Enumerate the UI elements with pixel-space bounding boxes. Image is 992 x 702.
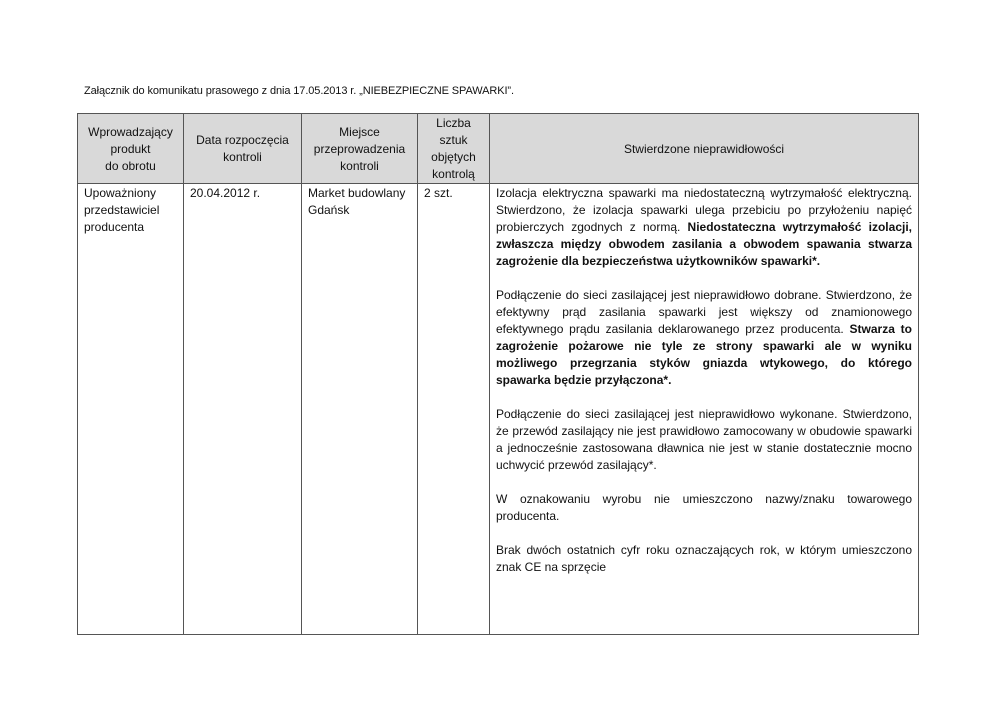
finding-ce-mark: Brak dwóch ostatnich cyfr roku oznaczających rok, w którym umieszczono znak CE na sprzęcie	[496, 543, 912, 574]
cell-findings	[490, 184, 919, 635]
finding-trademark: W oznakowaniu wyrobu nie umieszczono nazwy/znaku towarowego producenta.	[496, 492, 912, 523]
cell-introducer: Upoważniony przedstawiciel producenta	[78, 184, 184, 635]
cell-start-date: 20.04.2012 r.	[184, 184, 302, 635]
finding-insulation: Izolacja elektryczna spawarki ma niedostateczną wytrzymałość elektryczną. Stwierdzono, że izolacja spawarki ulega przebiciu po przyłożeniu napięć probierczych zgodnych z normą. Niedostateczna wytrzymałość izolacji, zwłaszcza między obwodem zasilania a obwodem spawania stwarza zagrożenie dla bezpieczeństwa użytkowników spawarki*.	[496, 186, 912, 268]
finding-cable-mounting: Podłączenie do sieci zasilającej jest nieprawidłowo wykonane. Stwierdzono, że przewód zasilający nie jest prawidłowo zamocowany w obudowie spawarki a jednocześnie zastosowana dławnica nie jest w stanie dostatecznie mocno uchwycić przewód zasilający*.	[496, 407, 912, 472]
cell-place: Market budowlany Gdańsk	[302, 184, 418, 635]
header-quantity: Liczba sztuk objętych kontrolą	[418, 114, 490, 184]
inspection-table	[77, 113, 919, 635]
table-header-row	[78, 114, 919, 184]
header-findings: Stwierdzone nieprawidłowości	[490, 114, 919, 184]
table-row	[78, 184, 919, 635]
finding-supply-current: Podłączenie do sieci zasilającej jest nieprawidłowo dobrane. Stwierdzono, że efektywny prąd zasilania spawarki jest większy od znamionowego efektywnego prądu zasilania deklarowanego przez producenta. Stwarza to zagrożenie pożarowe nie tyle ze strony spawarki ale w wyniku możliwego przegrzania styków gniazda wtykowego, do którego spawarka będzie przyłączona*.	[496, 288, 913, 387]
cell-quantity: 2 szt.	[418, 184, 490, 635]
header-introducer: Wprowadzający produkt do obrotu	[78, 114, 184, 184]
header-start-date: Data rozpoczęcia kontroli	[184, 114, 302, 184]
attachment-caption: Załącznik do komunikatu prasowego z dnia 17.05.2013 r. „NIEBEZPIECZNE SPAWARKI”.	[84, 85, 514, 97]
header-place: Miejsce przeprowadzenia kontroli	[302, 114, 418, 184]
